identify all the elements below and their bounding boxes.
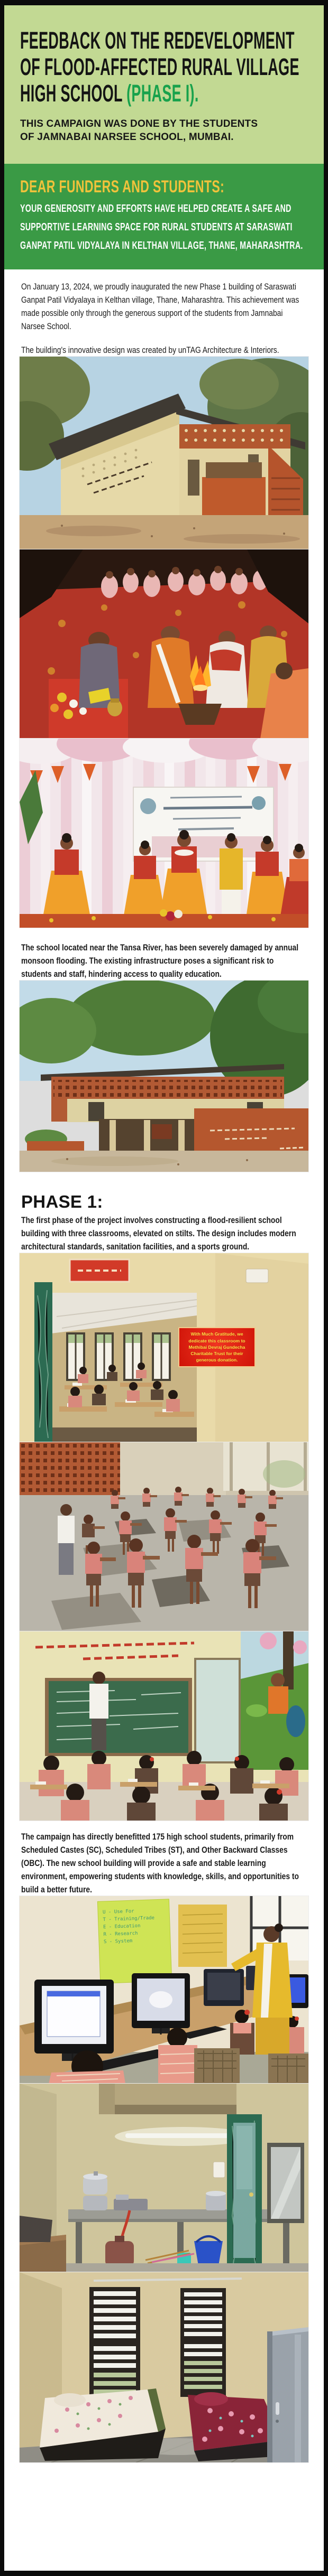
page-title — [20, 27, 310, 107]
classroom-teaching-illustration — [20, 1631, 308, 1821]
title-phase: (PHASE I). — [126, 80, 199, 107]
report-body — [4, 269, 324, 2462]
photo-dance-performance — [20, 739, 308, 928]
poster-line: U - Use For — [102, 1909, 134, 1916]
funders-banner — [4, 164, 324, 269]
poster-line: R - Research — [103, 1930, 138, 1938]
photo-flood-affected-school — [20, 981, 308, 1172]
rest-room-beds-illustration — [20, 2272, 308, 2462]
design-credit-paragraph: The building's innovative design was created by unTAG Architecture & Interiors. — [21, 345, 279, 355]
classroom-dedication-plaque: With Much Gratitude, we dedicate this classroom to Methibai Devraj Gundecha Charitable Trust for their generous donation. — [178, 1327, 256, 1367]
photo-rest-room-beds — [20, 2272, 308, 2462]
phase1-heading: PHASE 1: — [21, 1192, 103, 1211]
banner-message — [20, 200, 310, 255]
photo-classroom-teaching — [20, 1631, 308, 1821]
photo-classroom-dedication — [20, 1253, 308, 1442]
photo-new-school-building — [20, 357, 308, 549]
poster-line: T - Training/Trade — [103, 1915, 155, 1923]
page-subtitle — [20, 117, 310, 144]
computers-acronym-poster — [103, 1907, 167, 1946]
title-line-1: FEEDBACK ON THE REDEVELOPMENT — [20, 27, 295, 54]
banner-heading: DEAR FUNDERS AND STUDENTS: — [20, 177, 225, 196]
photo-kitchen-room — [20, 2084, 308, 2272]
title-line-3: HIGH SCHOOL (PHASE I). — [20, 80, 199, 107]
flood-affected-school-illustration — [20, 981, 308, 1172]
new-school-building-illustration — [20, 357, 308, 549]
dance-performance-illustration — [20, 739, 308, 928]
intro-paragraph: On January 13, 2024, we proudly inaugurated the new Phase 1 building of Saraswati Ganpat Patil Vidyalaya in Kelthan village, Thane, Maharashtra. This achievement was made possible only through the generous support of the students from Jamnabai Narsee School. — [21, 282, 299, 331]
photo-havan-ceremony — [20, 549, 308, 739]
poster-line: S - System — [103, 1938, 133, 1945]
banner-message-line-1: YOUR GENEROSITY AND EFFORTS HAVE HELPED CREATE A SAFE AND — [20, 203, 291, 214]
header — [4, 5, 324, 164]
flood-damage-paragraph: The school located near the Tansa River, has been severely damaged by annual monsoon flooding. The existing infrastructure poses a significant risk to students and staff, hindering access to quality education. — [21, 942, 299, 979]
impact-paragraph: The campaign has directly benefitted 175 high school students, primarily from Scheduled Castes (SC), Scheduled Tribes (ST), and Other Backward Classes (OBC). The new school building will provide a safe and stable learning environment, empowering students with knowledge, skills, and opportunities to build a better future. — [21, 1832, 299, 1894]
phase1-paragraph: The first phase of the project involves constructing a flood-resilient school building with three classrooms, elevated on stilts. The design includes modern architectural standards, sanitation facilities, and a sports ground. — [21, 1215, 296, 1252]
subtitle-line-2: OF JAMNABAI NARSEE SCHOOL, MUMBAI. — [20, 132, 234, 143]
title-line-2: OF FLOOD-AFFECTED RURAL VILLAGE — [20, 53, 299, 80]
photo-assembly-pledge — [20, 1442, 308, 1631]
assembly-pledge-illustration — [20, 1442, 308, 1631]
kitchen-room-illustration — [20, 2084, 308, 2272]
havan-ceremony-illustration — [20, 549, 308, 739]
subtitle-line-1: THIS CAMPAIGN WAS DONE BY THE STUDENTS — [20, 118, 258, 129]
photo-computer-lab — [20, 1896, 308, 2084]
banner-message-line-2: SUPPORTIVE LEARNING SPACE FOR RURAL STUDENTS AT SARASWATI — [20, 221, 293, 233]
classroom-dedication-illustration — [20, 1253, 308, 1442]
banner-message-line-3: GANPAT PATIL VIDYALAYA IN KELTHAN VILLAGE, THANE, MAHARASHTRA. — [20, 240, 303, 251]
poster-line: E - Education — [103, 1923, 141, 1930]
